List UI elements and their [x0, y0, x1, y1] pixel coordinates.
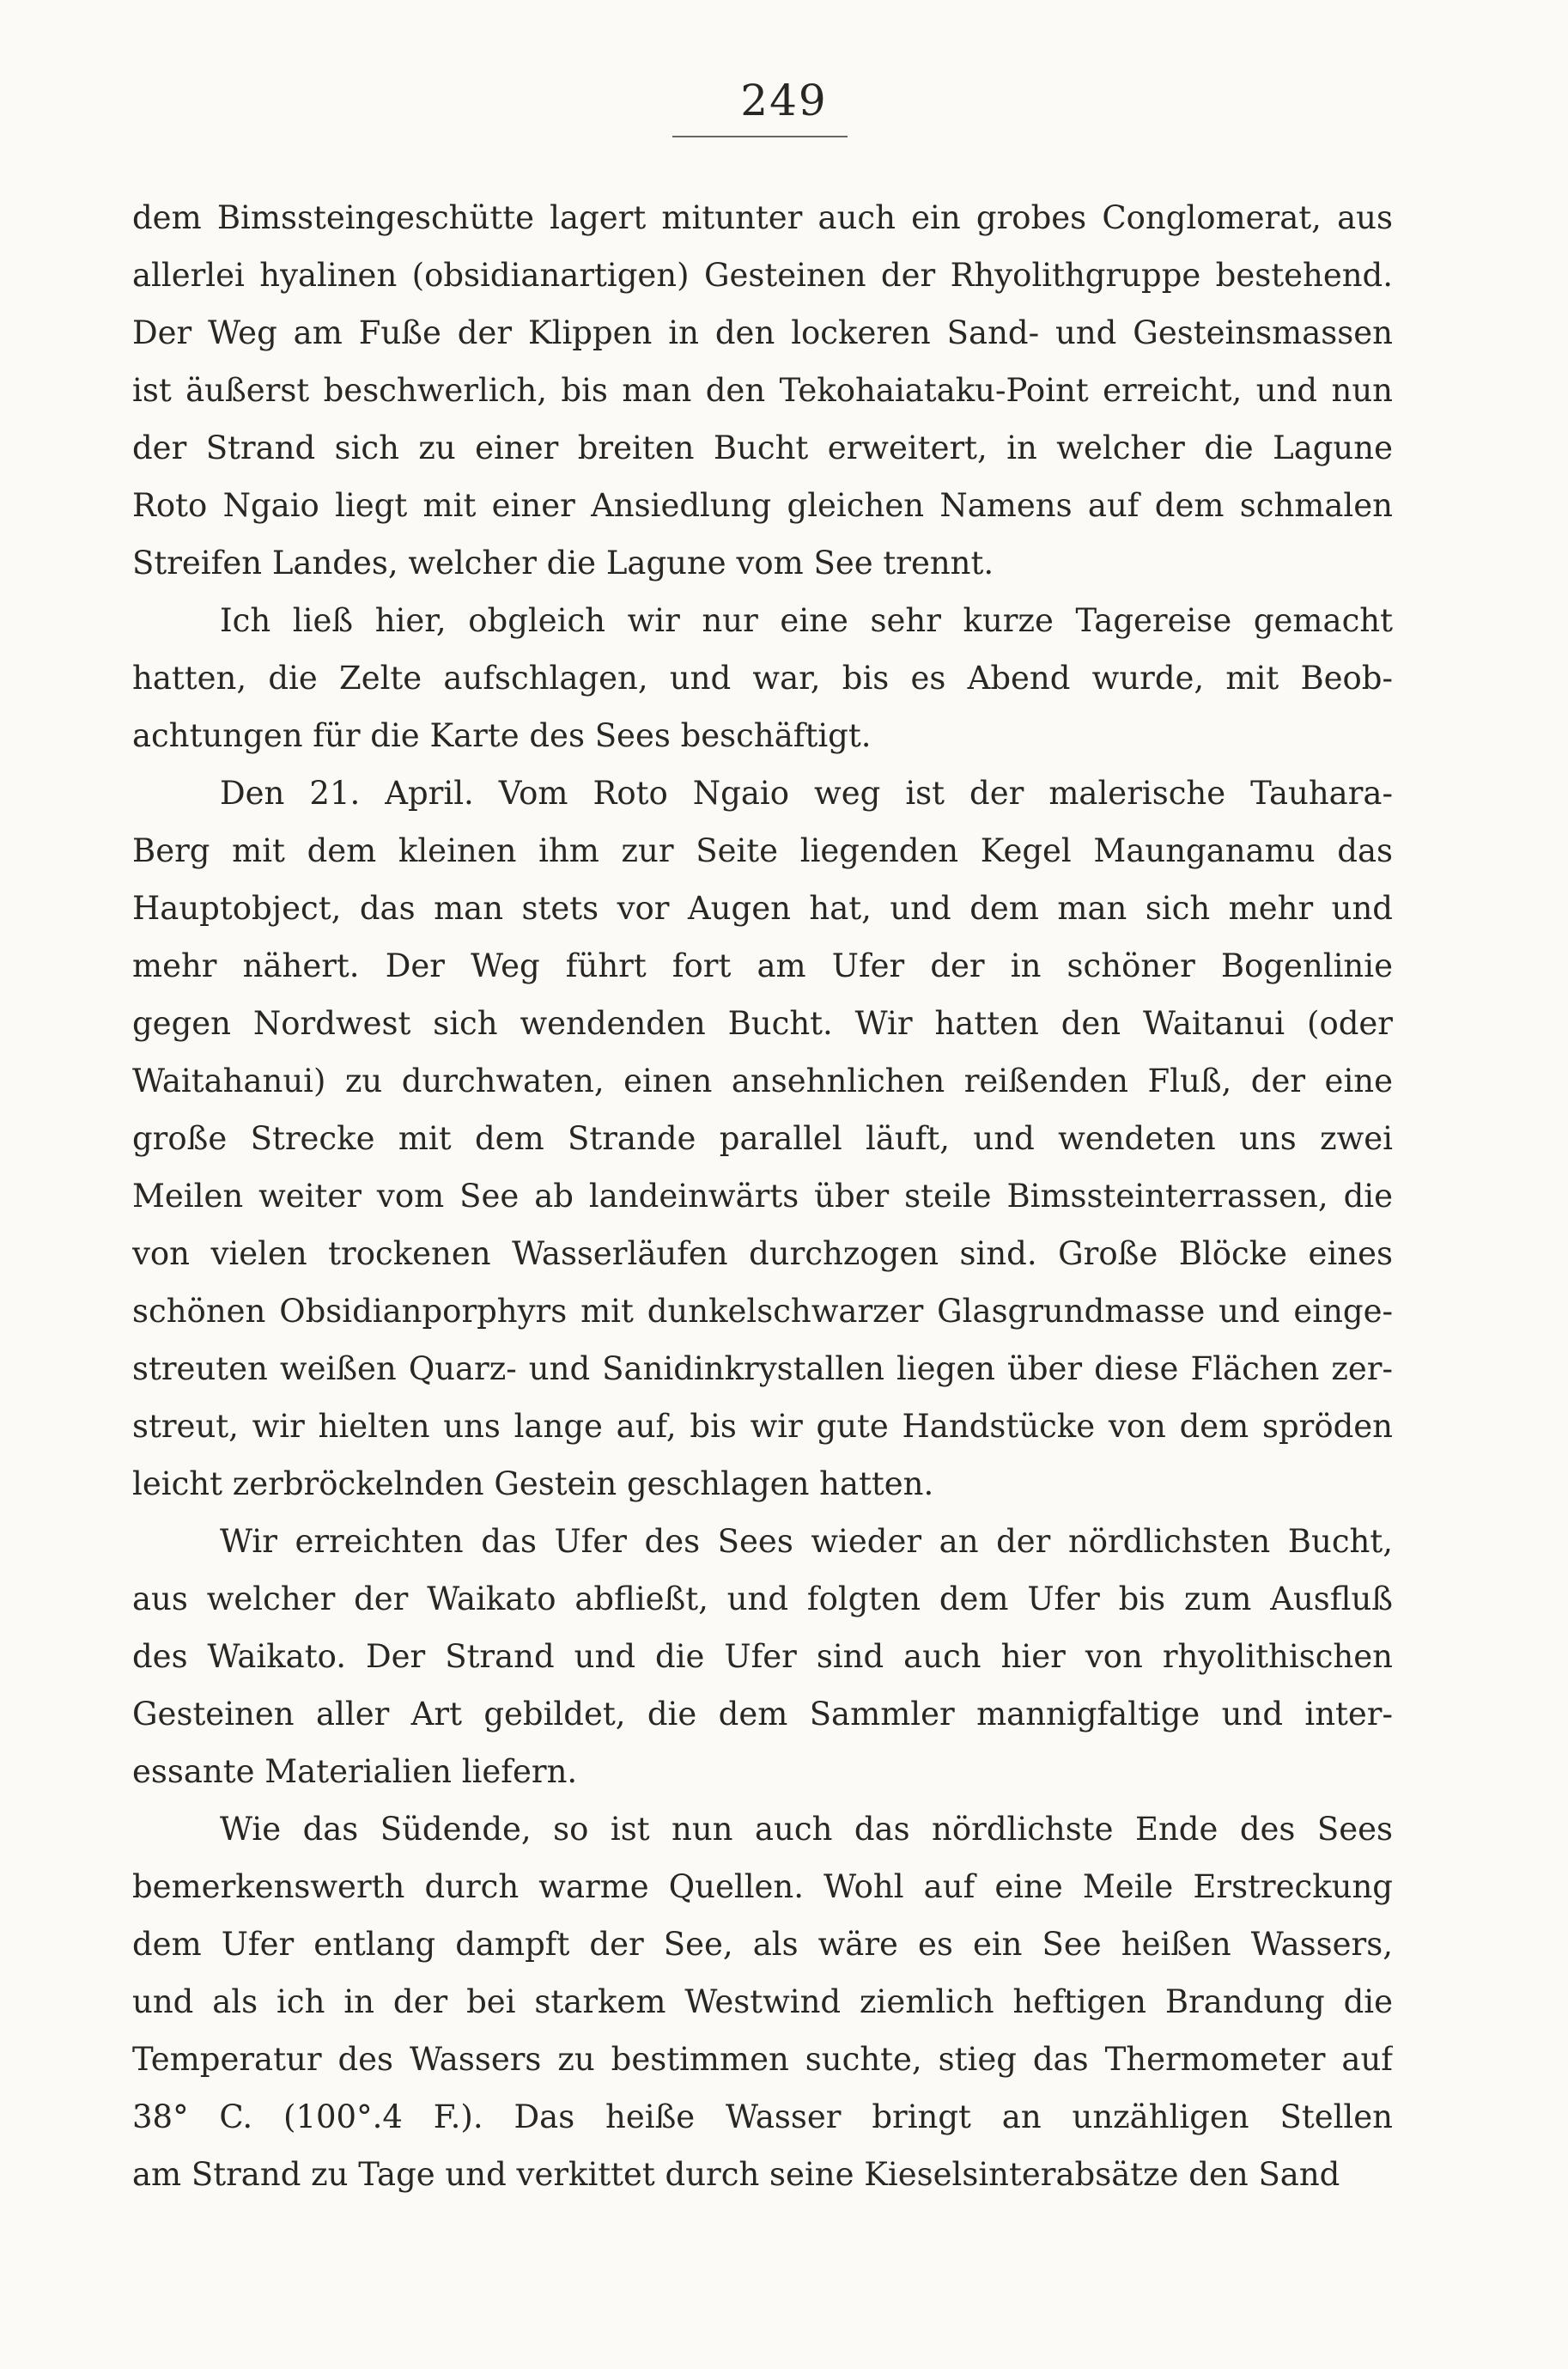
text-line: achtungen für die Karte des Sees beschäftigt.	[132, 717, 872, 754]
text-line: gegen Nordwest sich wendenden Bucht. Wir hatten den Waitanui (oder	[132, 1005, 1393, 1042]
text-line: Wie das Südende, so ist nun auch das nördlichste Ende des Sees	[220, 1811, 1393, 1848]
text-line: Streifen Landes, welcher die Lagune vom See trennt.	[132, 545, 994, 582]
text-line: streut, wir hielten uns lange auf, bis wir gute Handstücke von dem spröden	[132, 1408, 1393, 1445]
paragraph	[132, 764, 1393, 1513]
text-line: aus welcher der Waikato abfließt, und folgten dem Ufer bis zum Ausfluß	[132, 1580, 1393, 1617]
text-line: Der Weg am Fuße der Klippen in den lockeren Sand- und Gesteinsmassen	[132, 314, 1393, 351]
text-line: Roto Ngaio liegt mit einer Ansiedlung gleichen Namens auf dem schmalen	[132, 487, 1393, 524]
text-line: Berg mit dem kleinen ihm zur Seite liegenden Kegel Maunganamu das	[132, 832, 1393, 869]
text-line: Temperatur des Wassers zu bestimmen suchte, stieg das Thermometer auf	[132, 2041, 1393, 2078]
text-line: hatten, die Zelte aufschlagen, und war, bis es Abend wurde, mit Beob-	[132, 660, 1393, 697]
text-line: bemerkenswerth durch warme Quellen. Wohl auf eine Meile Erstreckung	[132, 1868, 1393, 1905]
text-line: streuten weißen Quarz- und Sanidinkrystallen liegen über diese Flächen zer-	[132, 1350, 1393, 1387]
text-line: Den 21. April. Vom Roto Ngaio weg ist der malerische Tauhara-	[220, 775, 1393, 812]
text-line: Hauptobject, das man stets vor Augen hat, und dem man sich mehr und	[132, 890, 1393, 927]
text-line: von vielen trockenen Wasserläufen durchzogen sind. Große Blöcke eines	[132, 1235, 1393, 1272]
text-line: schönen Obsidianporphyrs mit dunkelschwarzer Glasgrundmasse und einge-	[132, 1293, 1393, 1330]
text-line: der Strand sich zu einer breiten Bucht erweitert, in welcher die Lagune	[132, 429, 1393, 466]
text-line: dem Ufer entlang dampft der See, als wäre es ein See heißen Wassers,	[132, 1926, 1393, 1963]
text-line: 38° C. (100°.4 F.). Das heiße Wasser bringt an unzähligen Stellen	[132, 2098, 1393, 2135]
text-line: Meilen weiter vom See ab landeinwärts über steile Bimssteinterrassen, die	[132, 1178, 1393, 1215]
text-line: Waitahanui) zu durchwaten, einen ansehnlichen reißenden Fluß, der eine	[132, 1063, 1393, 1099]
text-line: ist äußerst beschwerlich, bis man den Tekohaiataku-Point erreicht, und nun	[132, 372, 1393, 409]
text-line: Ich ließ hier, obgleich wir nur eine sehr kurze Tagereise gemacht	[220, 602, 1393, 639]
text-line: am Strand zu Tage und verkittet durch seine Kieselsinterabsätze den Sand	[132, 2156, 1340, 2193]
text-line: große Strecke mit dem Strande parallel läuft, und wendeten uns zwei	[132, 1120, 1393, 1157]
header-rule	[672, 136, 848, 137]
text-line: des Waikato. Der Strand und die Ufer sind auch hier von rhyolithischen	[132, 1638, 1393, 1675]
text-line: dem Bimssteingeschütte lagert mitunter auch ein grobes Conglomerat, aus	[132, 199, 1393, 236]
paragraph	[132, 592, 1393, 764]
paragraph	[132, 1513, 1393, 1800]
page-number: 249	[740, 76, 828, 125]
text-line: mehr nähert. Der Weg führt fort am Ufer der in schöner Bogenlinie	[132, 947, 1393, 984]
text-line: Wir erreichten das Ufer des Sees wieder an der nördlichsten Bucht,	[220, 1523, 1393, 1560]
text-line: essante Materialien liefern.	[132, 1753, 578, 1790]
body-text	[132, 189, 1393, 2203]
text-line: leicht zerbröckelnden Gestein geschlagen hatten.	[132, 1465, 934, 1502]
text-line: und als ich in der bei starkem Westwind ziemlich heftigen Brandung die	[132, 1983, 1393, 2020]
text-line: allerlei hyalinen (obsidianartigen) Gesteinen der Rhyolithgruppe bestehend.	[132, 257, 1393, 294]
paragraph	[132, 189, 1393, 592]
text-line: Gesteinen aller Art gebildet, die dem Sammler mannigfaltige und inter-	[132, 1696, 1393, 1733]
paragraph	[132, 1800, 1393, 2203]
